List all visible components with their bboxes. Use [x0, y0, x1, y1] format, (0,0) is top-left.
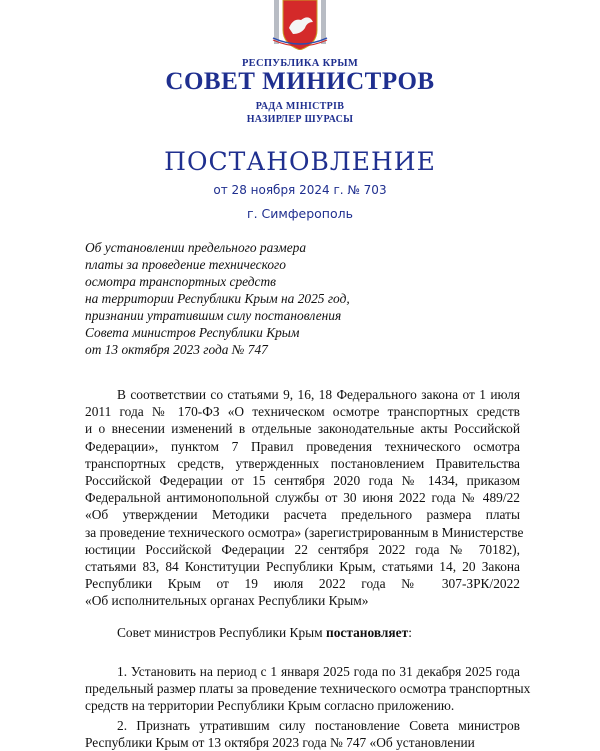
- preamble-paragraph: [85, 386, 524, 610]
- preamble-line: статьями 83, 84 Конституции Республики Крым, статьями 14, 20 Закона: [85, 559, 520, 575]
- decides-paragraph: [85, 624, 520, 641]
- preamble-line: и о внесении изменений в отдельные законодательные акты Российской: [85, 421, 520, 437]
- decides-line: [85, 624, 520, 641]
- item-2-paragraph: [85, 717, 520, 751]
- subject-line: признании утратившим силу постановления: [85, 308, 342, 323]
- item-1-line: 1. Установить на период с 1 января 2025 года по 31 декабря 2025 года: [117, 664, 520, 679]
- republic-name: РЕСПУБЛИКА КРЫМ: [241, 58, 359, 69]
- item-2-line: Республики Крым от 13 октября 2023 года № 747 «Об установлении: [85, 735, 475, 751]
- preamble-line: Российской Федерации от 15 сентября 2020 года № 1434, приказом: [85, 473, 520, 489]
- preamble-line: Федерации», пунктом 7 Правил проведения технического осмотра: [85, 438, 520, 454]
- preamble-line: за проведение технического осмотра» (зарегистрированным в Министерстве: [85, 524, 524, 540]
- subject-line: Об установлении предельного размера: [85, 240, 307, 255]
- council-name-crimean-tatar: НАЗИРЛЕР ШУРАСЫ: [246, 114, 354, 125]
- decides-prefix: Совет министров Республики Крым: [117, 625, 326, 640]
- preamble-line: Республики Крым от 19 июля 2022 года № 307-ЗРК/2022: [85, 576, 520, 592]
- document-date-number: от 28 ноября 2024 г. № 703: [213, 183, 387, 197]
- item-1-line: средств на территории Республики Крым согласно приложению.: [85, 698, 455, 714]
- preamble-line: 2011 года № 170-ФЗ «О техническом осмотре транспортных средств: [85, 404, 520, 420]
- preamble-line: «Об утверждении Методики расчета предельного размера платы: [85, 507, 520, 523]
- document-type: ПОСТАНОВЛЕНИЕ: [164, 147, 436, 176]
- preamble-line: Федеральной антимонопольной службы от 30 июня 2022 года № 489/22: [85, 490, 520, 506]
- crimea-coat-of-arms-icon: [271, 0, 329, 50]
- subject-line: платы за проведение технического: [85, 257, 286, 272]
- document-city: г. Симферополь: [247, 206, 353, 221]
- preamble-line: транспортных средств, утвержденных постановлением Правительства: [85, 455, 520, 471]
- council-name: СОВЕТ МИНИСТРОВ: [165, 68, 435, 95]
- decides-suffix: :: [408, 625, 412, 640]
- subject-line: на территории Республики Крым на 2025 год,: [85, 291, 350, 306]
- preamble-line: В соответствии со статьями 9, 16, 18 Федерального закона от 1 июля: [117, 387, 520, 402]
- subject-line: осмотра транспортных средств: [85, 274, 276, 289]
- preamble-line: «Об исполнительных органах Республики Крым»: [85, 593, 369, 609]
- item-2-line: 2. Признать утратившим силу постановление Совета министров: [117, 718, 520, 733]
- council-name-ukrainian: РАДА МІНІСТРІВ: [255, 101, 345, 112]
- subject-line: от 13 октября 2023 года № 747: [85, 342, 268, 357]
- subject-line: Совета министров Республики Крым: [85, 325, 300, 340]
- item-1-paragraph: [85, 663, 531, 715]
- item-1-line: предельный размер платы за проведение технического осмотра транспортных: [85, 681, 531, 697]
- decides-keyword: постановляет: [325, 625, 409, 640]
- document-subject: [85, 239, 425, 358]
- preamble-line: юстиции Российской Федерации 22 сентября 2022 года № 70182),: [85, 541, 520, 557]
